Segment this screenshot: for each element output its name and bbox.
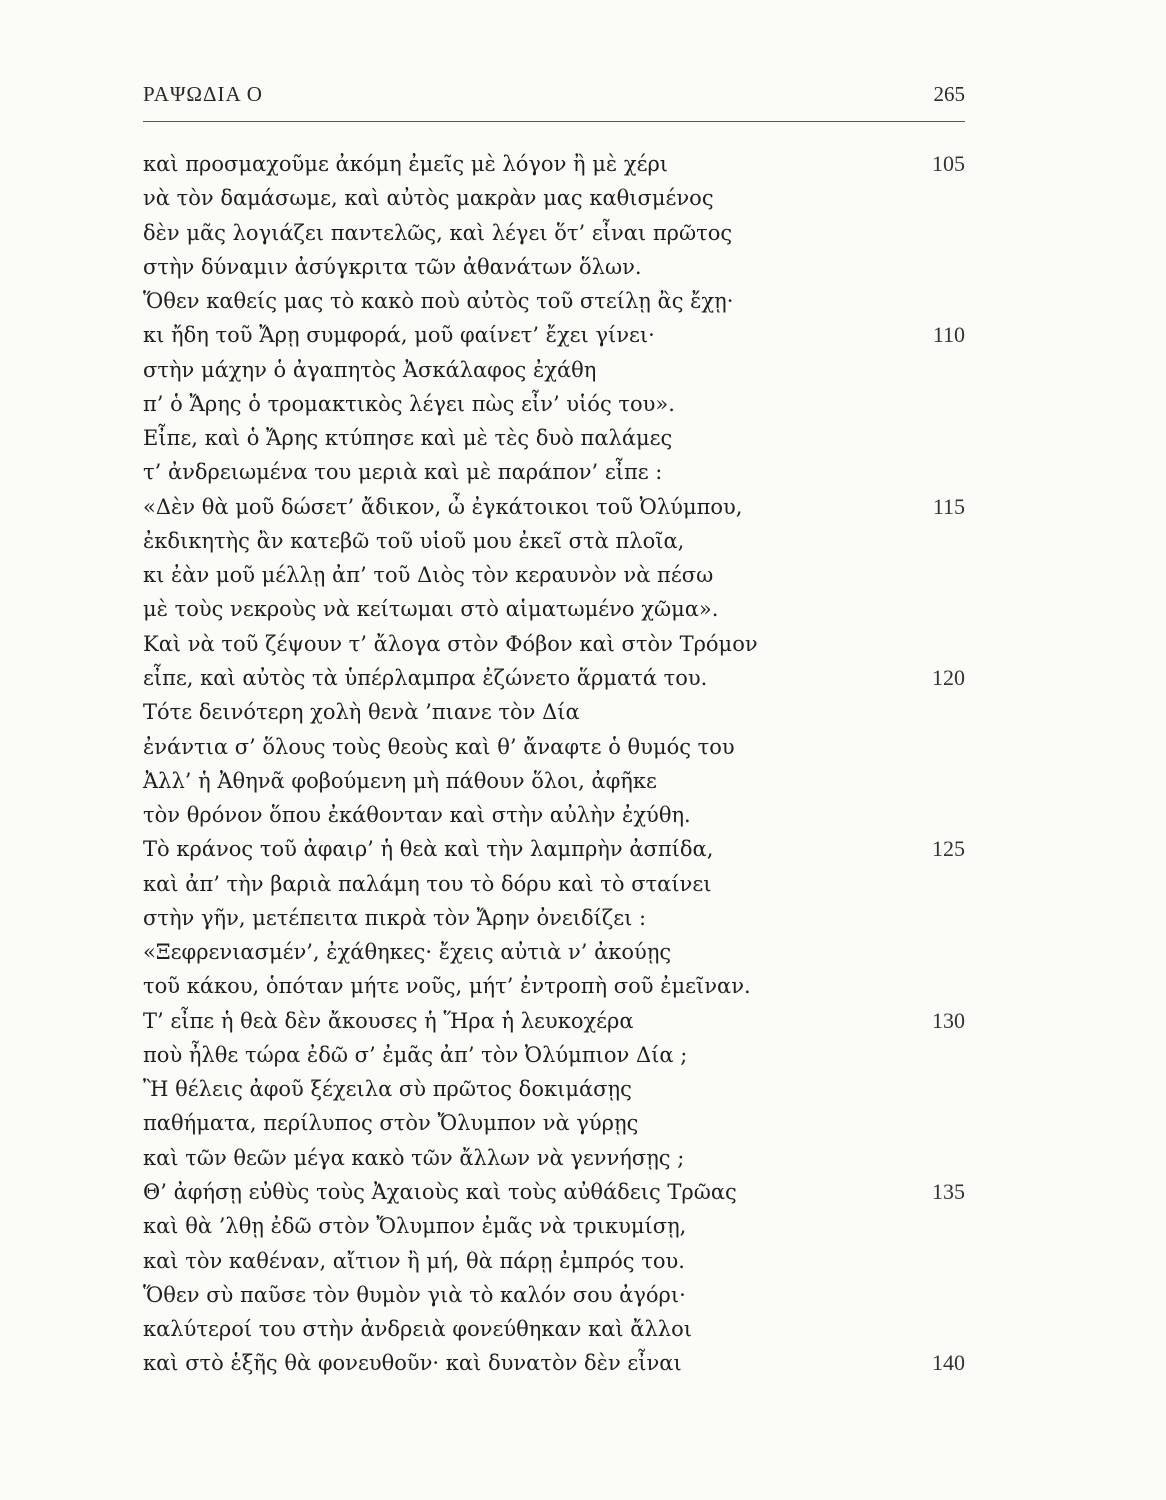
verse-text: νὰ τὸν δαμάσωμε, καὶ αὐτὸς μακρὰν μας καθισμένος — [143, 186, 714, 211]
verse-text: Ὅθεν σὺ παῦσε τὸν θυμὸν γιὰ τὸ καλόν σου ἀγόρι· — [143, 1282, 686, 1307]
verse-text: καὶ ἀπ’ τὴν βαριὰ παλάμη του τὸ δόρυ καὶ τὸ σταίνει — [143, 871, 712, 896]
verse-line — [143, 627, 965, 661]
verse-text: στὴν γῆν, μετέπειτα πικρὰ τὸν Ἄρην ὀνειδίζει : — [143, 905, 647, 930]
verse-text: ἐκδικητὴς ἂν κατεβῶ τοῦ υἱοῦ μου ἐκεῖ στὰ πλοῖα, — [143, 528, 685, 553]
verse-line — [143, 387, 965, 421]
verse-line — [143, 1278, 965, 1312]
verse-text: Ὅθεν καθείς μας τὸ κακὸ ποὺ αὐτὸς τοῦ στείλῃ ἂς ἔχῃ· — [143, 289, 734, 314]
verse-line — [143, 1072, 965, 1106]
line-number: 130 — [932, 1007, 965, 1033]
verse-line — [143, 867, 965, 901]
header-rule — [143, 121, 965, 122]
verse-line — [143, 969, 965, 1003]
verse-line — [143, 318, 965, 352]
verse-line — [143, 421, 965, 455]
verse-text: καὶ προσμαχοῦμε ἀκόμη ἐμεῖς μὲ λόγον ἢ μὲ χέρι — [143, 152, 669, 176]
verse-text: καὶ τῶν θεῶν μέγα κακὸ τῶν ἄλλων νὰ γεννήσῃς ; — [143, 1145, 685, 1170]
verse-text: τὸν θρόνον ὅπου ἐκάθονταν καὶ στὴν αὐλὴν ἐχύθη. — [143, 803, 691, 828]
verse-text: καὶ θὰ ’λθῃ ἐδῶ στὸν Ὄλυμπον ἐμᾶς νὰ τρικυμίσῃ, — [143, 1214, 687, 1239]
verse-text: «Ξεφρενιασμέν’, ἐχάθηκες· ἔχεις αὐτιὰ ν’ ἀκούῃς — [143, 940, 672, 965]
line-number: 140 — [932, 1350, 965, 1376]
verse-line — [143, 353, 965, 387]
verse-line — [143, 181, 965, 215]
verse-text: κι ἐὰν μοῦ μέλλῃ ἀπ’ τοῦ Διὸς τὸν κεραυνὸν νὰ πέσω — [143, 563, 714, 588]
verse-line — [143, 901, 965, 935]
verse-text: «Δὲν θὰ μοῦ δώσετ’ ἄδικον, ὦ ἐγκάτοικοι τοῦ Ὀλύμπου, — [143, 494, 743, 519]
verse-line — [143, 455, 965, 489]
line-number: 110 — [932, 322, 965, 348]
verse-text: στὴν μάχην ὁ ἀγαπητὸς Ἀσκάλαφος ἐχάθη — [143, 357, 597, 382]
verse-text: τοῦ κάκου, ὁπόταν μήτε νοῦς, μήτ’ ἐντροπὴ σοῦ ἐμεῖναν. — [143, 974, 751, 999]
verse-text: π’ ὁ Ἄρης ὁ τρομακτικὸς λέγει πὼς εἶν’ υἱός του». — [143, 391, 675, 416]
verse-line — [143, 935, 965, 969]
verse-line — [143, 1244, 965, 1278]
verse-line — [143, 250, 965, 284]
verse-line — [143, 147, 965, 181]
verse-text: δὲν μᾶς λογιάζει παντελῶς, καὶ λέγει ὅτ’ εἶναι πρῶτος — [143, 220, 733, 245]
verse-text: εἶπε, καὶ αὐτὸς τὰ ὑπέρλαμπρα ἐζώνετο ἅρματά του. — [143, 665, 708, 690]
verse-line — [143, 1141, 965, 1175]
line-number: 125 — [932, 836, 965, 862]
verse-line — [143, 284, 965, 318]
verse-text: Καὶ νὰ τοῦ ζέψουν τ’ ἄλογα στὸν Φόβον καὶ στὸν Τρόμον — [143, 631, 758, 656]
verse-line — [143, 730, 965, 764]
page-number: 265 — [933, 82, 965, 106]
verse-line — [143, 1004, 965, 1038]
verse-line — [143, 216, 965, 250]
verse-line — [143, 1209, 965, 1243]
verse-line — [143, 490, 965, 524]
verse-text: μὲ τοὺς νεκροὺς νὰ κείτωμαι στὸ αἱματωμένο χῶμα». — [143, 597, 719, 622]
line-number: 135 — [932, 1178, 965, 1204]
verse-line — [143, 558, 965, 592]
line-number: 115 — [932, 493, 965, 519]
verse-line — [143, 695, 965, 729]
verse-text: ποὺ ἦλθε τώρα ἐδῶ σ’ ἐμᾶς ἀπ’ τὸν Ὀλύμπιον Δία ; — [143, 1042, 688, 1067]
verse-text: Τὸ κράνος τοῦ ἀφαιρ’ ἡ θεὰ καὶ τὴν λαμπρὴν ἀσπίδα, — [143, 837, 714, 862]
verse-text: καλύτεροί του στὴν ἀνδρειὰ φονεύθηκαν καὶ ἄλλοι — [143, 1317, 692, 1342]
line-number: 105 — [932, 151, 965, 176]
verse-line — [143, 1346, 965, 1380]
verse-text: ἐνάντια σ’ ὅλους τοὺς θεοὺς καὶ θ’ ἄναφτε ὁ θυμός του — [143, 734, 735, 759]
verse-text: στὴν δύναμιν ἀσύγκριτα τῶν ἀθανάτων ὅλων. — [143, 254, 642, 279]
verse-text: κι ἤδη τοῦ Ἄρῃ συμφορά, μοῦ φαίνετ’ ἔχει γίνει· — [143, 323, 655, 348]
page-header — [143, 82, 965, 118]
verse-text: Θ’ ἀφήσῃ εὐθὺς τοὺς Ἀχαιοὺς καὶ τοὺς αὐθάδεις Τρῶας — [143, 1179, 737, 1204]
verse-line — [143, 592, 965, 626]
verse-text: παθήματα, περίλυπος στὸν Ὄλυμπον νὰ γύρῃς — [143, 1111, 639, 1136]
verse-line — [143, 1106, 965, 1140]
verse-line — [143, 764, 965, 798]
verse-text: Ἢ θέλεις ἀφοῦ ξέχειλα σὺ πρῶτος δοκιμάσῃς — [143, 1077, 632, 1102]
line-number: 120 — [932, 664, 965, 690]
verse-line — [143, 1038, 965, 1072]
verse-line — [143, 832, 965, 866]
running-head: ΡΑΨΩΔΙΑ Ο — [143, 82, 263, 106]
verse-line — [143, 661, 965, 695]
verse-line — [143, 798, 965, 832]
verse-line — [143, 524, 965, 558]
verse-block — [143, 147, 965, 1381]
verse-text: Εἶπε, καὶ ὁ Ἄρης κτύπησε καὶ μὲ τὲς δυὸ παλάμες — [143, 426, 673, 451]
verse-text: καὶ τὸν καθέναν, αἴτιον ἢ μή, θὰ πάρῃ ἐμπρός του. — [143, 1248, 685, 1273]
verse-line — [143, 1175, 965, 1209]
verse-line — [143, 1312, 965, 1346]
verse-text: τ’ ἀνδρειωμένα του μεριὰ καὶ μὲ παράπον’ εἶπε : — [143, 460, 663, 485]
verse-text: Τ’ εἶπε ἡ θεὰ δὲν ἄκουσες ἡ Ἥρα ἡ λευκοχέρα — [143, 1008, 634, 1033]
verse-text: Τότε δεινότερη χολὴ θενὰ ’πιανε τὸν Δία — [143, 700, 580, 725]
verse-text: Ἀλλ’ ἡ Ἀθηνᾶ φοβούμενη μὴ πάθουν ὅλοι, ἀφῆκε — [143, 768, 657, 793]
verse-text: καὶ στὸ ἑξῆς θὰ φονευθοῦν· καὶ δυνατὸν δὲν εἶναι — [143, 1351, 682, 1376]
